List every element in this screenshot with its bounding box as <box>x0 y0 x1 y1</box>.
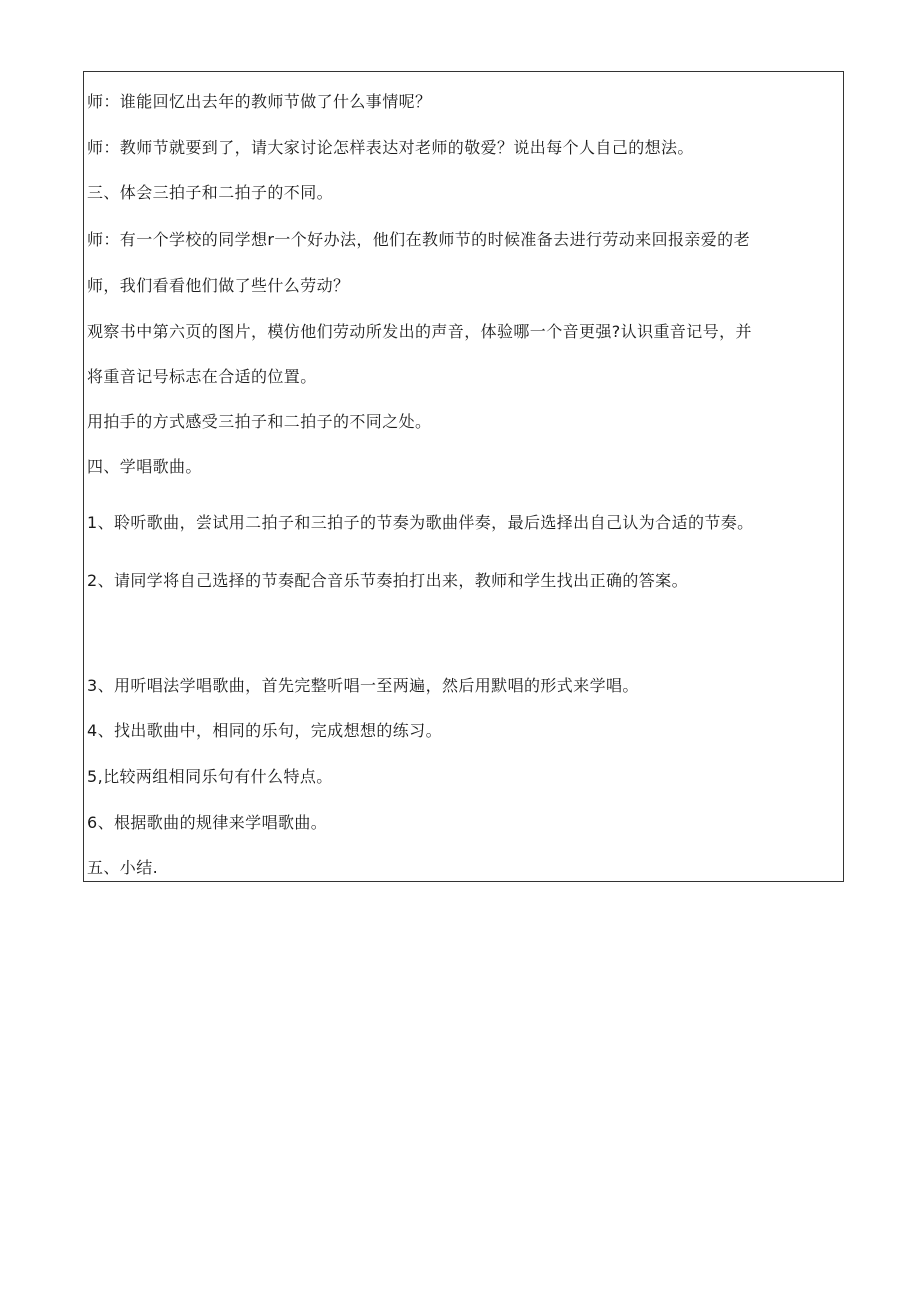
lesson-plan-table-cell <box>83 71 844 882</box>
text-line-13: 4、找出歌曲中，相同的乐句，完成想想的练习。 <box>87 721 442 740</box>
text-line-5: 师，我们看看他们做了些什么劳动？ <box>87 276 350 295</box>
text-line-14: 5,比较两组相同乐句有什么特点。 <box>87 767 333 786</box>
text-line-3: 三、体会三拍子和二拍子的不同。 <box>87 183 334 202</box>
text-line-11: 2、请同学将自己选择的节奏配合音乐节奏拍打出来，教师和学生找出正确的答案。 <box>87 571 688 590</box>
text-line-6: 观察书中第六页的图片，模仿他们劳动所发出的声音，体验哪一个音更强?认识重音记号，并 <box>87 322 752 341</box>
text-line-12: 3、用听唱法学唱歌曲，首先完整听唱一至两遍，然后用默唱的形式来学唱。 <box>87 676 639 695</box>
text-line-1: 师：谁能回忆出去年的教师节做了什么事情呢？ <box>87 92 432 111</box>
text-line-4: 师：有一个学校的同学想r一个好办法，他们在教师节的时候准备去进行劳动来回报亲爱的老 <box>87 230 750 249</box>
text-line-9: 四、学唱歌曲。 <box>87 457 202 476</box>
text-line-7: 将重音记号标志在合适的位置。 <box>87 367 317 386</box>
text-line-8: 用拍手的方式感受三拍子和二拍子的不同之处。 <box>87 412 432 431</box>
text-line-16: 五、小结. <box>87 858 159 877</box>
text-line-15: 6、根据歌曲的规律来学唱歌曲。 <box>87 813 328 832</box>
text-line-2: 师：教师节就要到了，请大家讨论怎样表达对老师的敬爱？说出每个人自己的想法。 <box>87 138 694 157</box>
text-line-10: 1、聆听歌曲，尝试用二拍子和三拍子的节奏为歌曲伴奏，最后选择出自己认为合适的节奏。 <box>87 513 754 532</box>
